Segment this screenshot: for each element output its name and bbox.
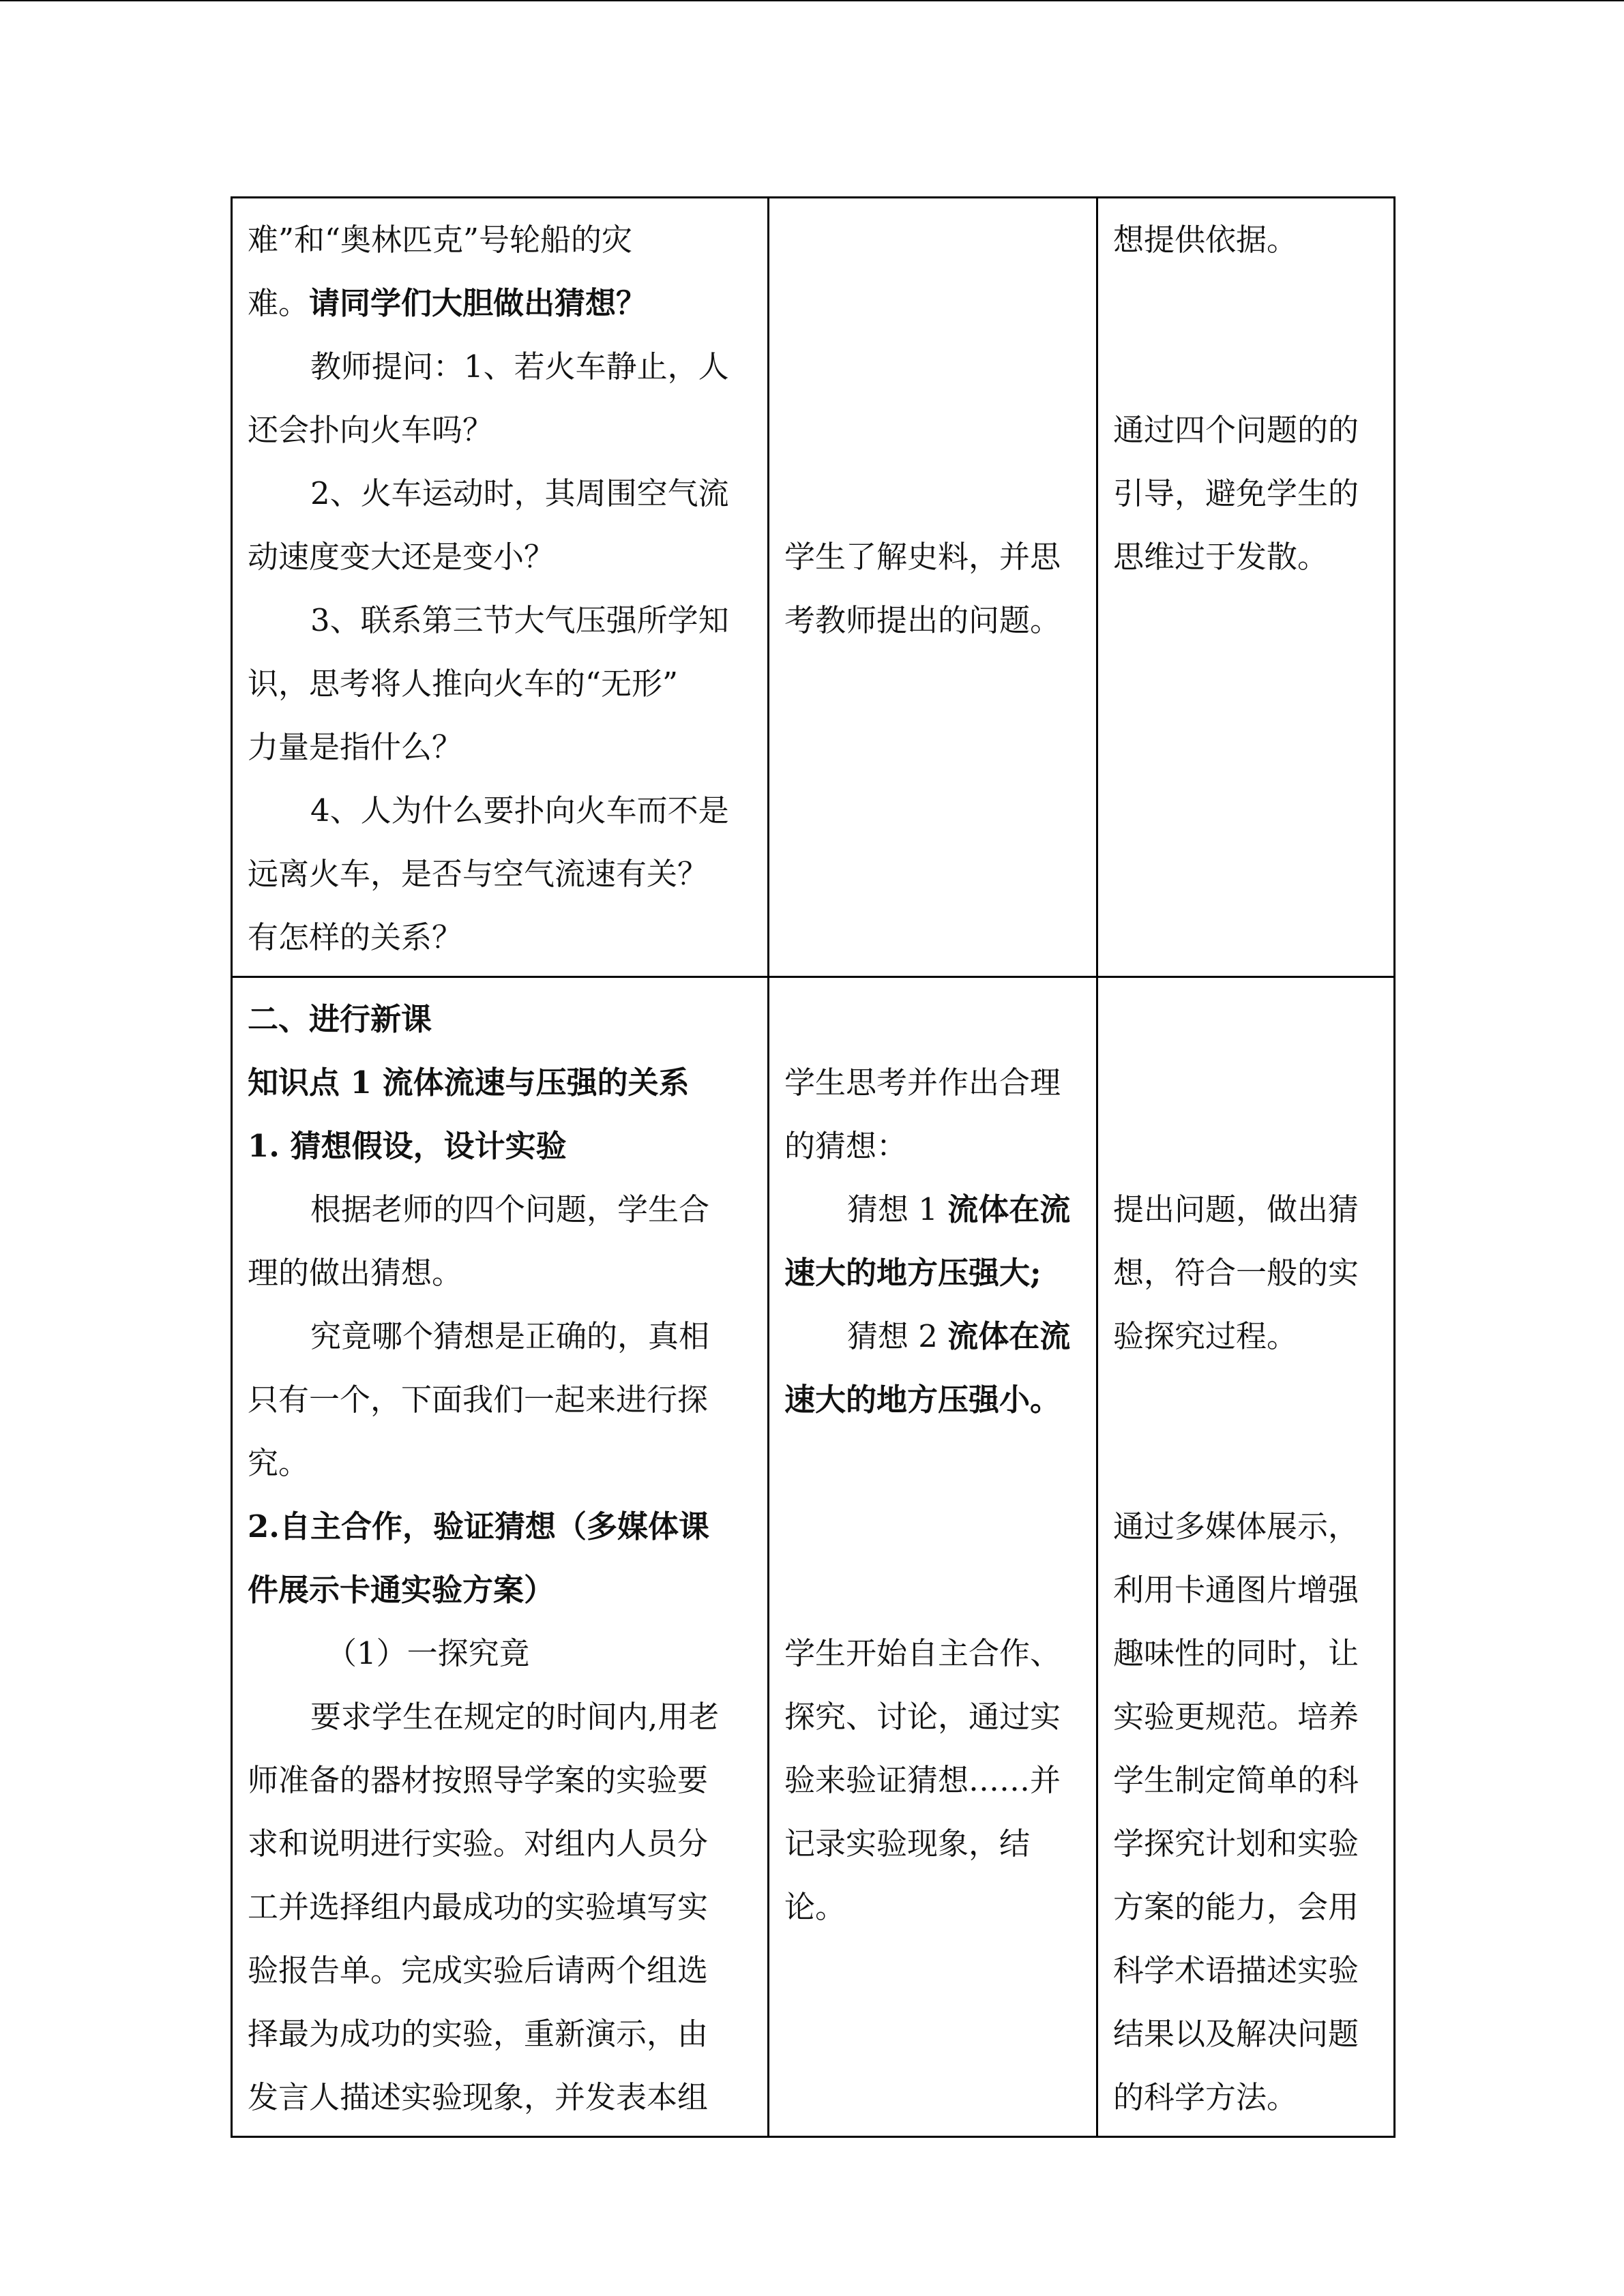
student-activity-cell <box>769 977 1097 2137</box>
text-line: 学生开始自主合作、 <box>784 1635 1061 1671</box>
text-line: 发言人描述实验现象，并发表本组 <box>248 2079 709 2115</box>
text-segment: 猜想 2 <box>847 1318 948 1354</box>
text-line: 择最为成功的实验，重新演示，由 <box>248 2016 709 2052</box>
text-line: 结果以及解决问题 <box>1113 2016 1359 2052</box>
text-line: 的科学方法。 <box>1113 2079 1298 2115</box>
teacher-activity-cell <box>232 198 769 977</box>
text-line <box>784 1304 1082 1368</box>
text-segment: 难。 <box>248 285 310 321</box>
spacer <box>784 208 1082 525</box>
text-line: 验探究过程。 <box>1113 1318 1298 1354</box>
text-line: 方案的能力，会用 <box>1113 1889 1359 1925</box>
text-line: 思维过于发散。 <box>1113 539 1329 575</box>
text-line: 论。 <box>784 1889 846 1925</box>
text-line: 通过四个问题的的 <box>1113 412 1359 448</box>
design-intent-cell <box>1097 198 1395 977</box>
text-line: 想，符合一般的实 <box>1113 1255 1359 1291</box>
bold-prompt: 请同学们大胆做出猜想？ <box>309 285 647 321</box>
text-line: 科学术语描述实验 <box>1113 1952 1359 1988</box>
text-line: 根据老师的四个问题，学生合 <box>310 1191 710 1227</box>
text-line: 2、火车运动时，其周围空气流 <box>310 475 729 511</box>
hypothesis-2-cont: 速大的地方压强小。 <box>784 1382 1061 1418</box>
text-line: 验报告单。完成实验后请两个组选 <box>248 1952 709 1988</box>
text-line: （1）一探究竟 <box>326 1635 530 1671</box>
text-line: 学生了解史料，并思 <box>784 539 1061 575</box>
text-line: 利用卡通图片增强 <box>1113 1572 1359 1608</box>
hypothesis-1-cont: 速大的地方压强大; <box>784 1255 1042 1291</box>
spacer <box>1113 1368 1380 1495</box>
text-line: 的猜想： <box>784 1128 908 1164</box>
text-line: 学生思考并作出合理 <box>784 1064 1061 1101</box>
text-line: 教师提问：1、若火车静止，人 <box>310 348 729 385</box>
text-line: 趣味性的同时，让 <box>1113 1635 1359 1671</box>
text-line: 学生制定简单的科 <box>1113 1762 1359 1798</box>
text-line: 理的做出猜想。 <box>248 1255 463 1291</box>
spacer <box>1113 987 1380 1178</box>
text-line: 引导，避免学生的 <box>1113 475 1359 511</box>
text-segment: 猜想 1 <box>847 1191 948 1227</box>
text-line: 师准备的器材按照导学案的实验要 <box>248 1762 709 1798</box>
text-line: 验来验证猜想……并 <box>784 1762 1061 1798</box>
step-heading: 件展示卡通实验方案） <box>248 1572 555 1608</box>
text-line: 想提供依据。 <box>1113 222 1298 258</box>
teacher-activity-cell <box>232 977 769 2137</box>
page-top-rule <box>0 0 1624 1</box>
text-line: 究。 <box>248 1445 310 1481</box>
text-line: 只有一个，下面我们一起来进行探 <box>248 1382 709 1418</box>
hypothesis-1: 流体在流 <box>947 1191 1071 1227</box>
table-row <box>232 977 1395 2137</box>
text-line: 难”和“奥林匹克”号轮船的灾 <box>248 222 633 258</box>
text-line: 工并选择组内最成功的实验填写实 <box>248 1889 709 1925</box>
text-line: 考教师提出的问题。 <box>784 602 1061 638</box>
text-line: 有怎样的关系？ <box>248 919 463 955</box>
step-heading: 2.自主合作，验证猜想（多媒体课 <box>248 1508 709 1545</box>
text-line: 探究、讨论，通过实 <box>784 1699 1061 1735</box>
text-line: 力量是指什么？ <box>248 729 463 765</box>
text-line <box>248 271 754 335</box>
text-line: 3、联系第三节大气压强所学知 <box>310 602 729 638</box>
spacer <box>1113 271 1380 398</box>
step-heading: 1. 猜想假设，设计实验 <box>248 1128 567 1164</box>
lesson-plan-table <box>231 196 1396 2138</box>
spacer <box>784 1431 1082 1622</box>
hypothesis-2: 流体在流 <box>947 1318 1071 1354</box>
text-line: 要求学生在规定的时间内,用老 <box>310 1699 720 1735</box>
spacer <box>784 987 1082 1051</box>
text-line: 学探究计划和实验 <box>1113 1825 1359 1862</box>
knowledge-point-heading: 知识点 1 流体流速与压强的关系 <box>248 1064 690 1101</box>
design-intent-cell <box>1097 977 1395 2137</box>
section-heading: 二、进行新课 <box>248 1001 432 1037</box>
text-line: 4、人为什么要扑向火车而不是 <box>310 792 729 829</box>
text-line: 识，思考将人推向火车的“无形” <box>248 666 679 702</box>
text-line: 动速度变大还是变小？ <box>248 539 555 575</box>
text-line: 还会扑向火车吗？ <box>248 412 494 448</box>
text-line: 实验更规范。培养 <box>1113 1699 1359 1735</box>
text-line: 求和说明进行实验。对组内人员分 <box>248 1825 709 1862</box>
text-line: 远离火车，是否与空气流速有关？ <box>248 856 709 892</box>
text-line: 提出问题，做出猜 <box>1113 1191 1359 1227</box>
table-row <box>232 198 1395 977</box>
text-line: 究竟哪个猜想是正确的，真相 <box>310 1318 710 1354</box>
text-line <box>784 1178 1082 1241</box>
text-line: 记录实验现象，结 <box>784 1825 1031 1862</box>
text-line: 通过多媒体展示， <box>1113 1508 1359 1545</box>
student-activity-cell <box>769 198 1097 977</box>
